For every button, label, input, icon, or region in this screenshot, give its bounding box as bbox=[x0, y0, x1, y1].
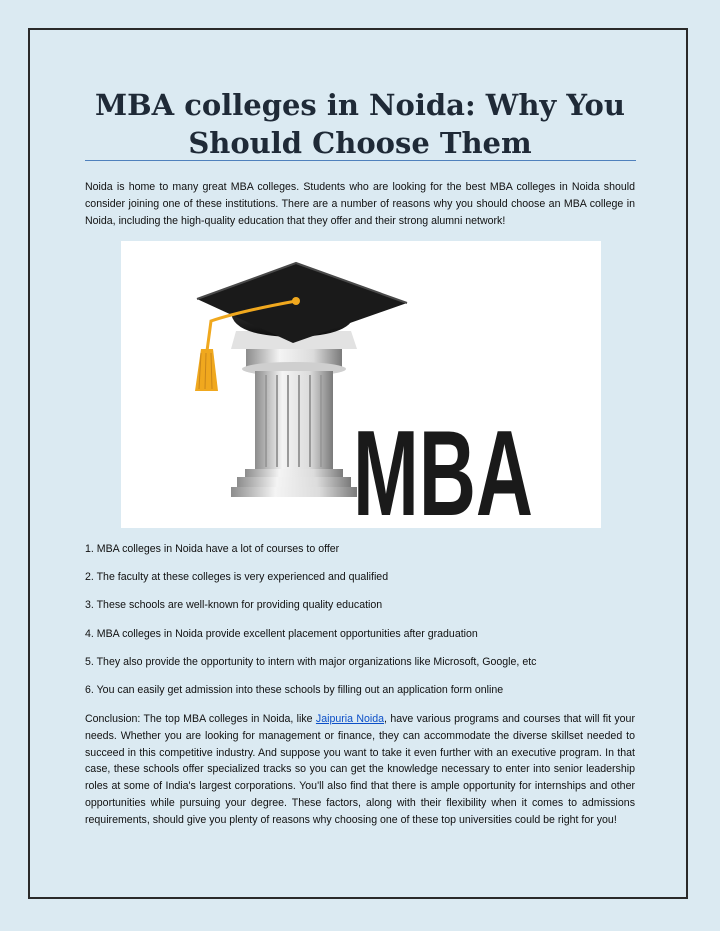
intro-paragraph: Noida is home to many great MBA colleges. Students who are looking for the best MBA colleges in Noida should consider joining one of these institutions. There are a number of reasons why you should choose an MBA college in Noida, including the high-quality education that they offer and their strong alumni network! bbox=[85, 181, 635, 227]
page-title bbox=[85, 86, 635, 162]
conclusion-text-end: , have various programs and courses that will fit your needs. Whether you are looking for management or finance, they can accommodate the diverse skillset needed to succeed in this competitive industry. And suppose you want to take it even further with an executive program. In that case, these schools offer specialized tracks so you can get the knowledge necessary to enter into senior leadership roles at some of India's largest corporations. You'll also find that there is ample opportunity for internships and other opportunities while pursuing your degree. These factors, along with their flexibility when it comes to admissions requirements, should give you plenty of reasons why choosing one of these top universities could be right for you! bbox=[85, 713, 635, 826]
mba-illustration bbox=[121, 241, 601, 541]
jaipuria-noida-link[interactable]: Jaipuria Noida bbox=[315, 713, 385, 725]
list-item: 6. You can easily get admission into these schools by filling out an application form online bbox=[85, 684, 504, 696]
list-item: 3. These schools are well-known for providing quality education bbox=[85, 599, 383, 611]
conclusion-paragraph bbox=[85, 711, 635, 829]
title-rule bbox=[85, 160, 636, 161]
column-pillar-icon bbox=[231, 331, 357, 497]
list-item: 2. The faculty at these colleges is very experienced and qualified bbox=[85, 571, 389, 583]
conclusion-text-start: Conclusion: The top MBA colleges in Noida, like bbox=[85, 713, 316, 725]
mba-hero-image bbox=[121, 241, 601, 541]
mba-logo-text: MBA bbox=[353, 405, 533, 541]
list-item: 5. They also provide the opportunity to intern with major organizations like Microsoft, Google, etc bbox=[85, 656, 537, 668]
title-line-1: MBA colleges in Noida: Why You bbox=[95, 88, 625, 122]
title-line-2: Should Choose Them bbox=[188, 126, 532, 160]
list-item: 4. MBA colleges in Noida provide excellent placement opportunities after graduation bbox=[85, 628, 478, 640]
list-item: 1. MBA colleges in Noida have a lot of courses to offer bbox=[85, 543, 340, 555]
